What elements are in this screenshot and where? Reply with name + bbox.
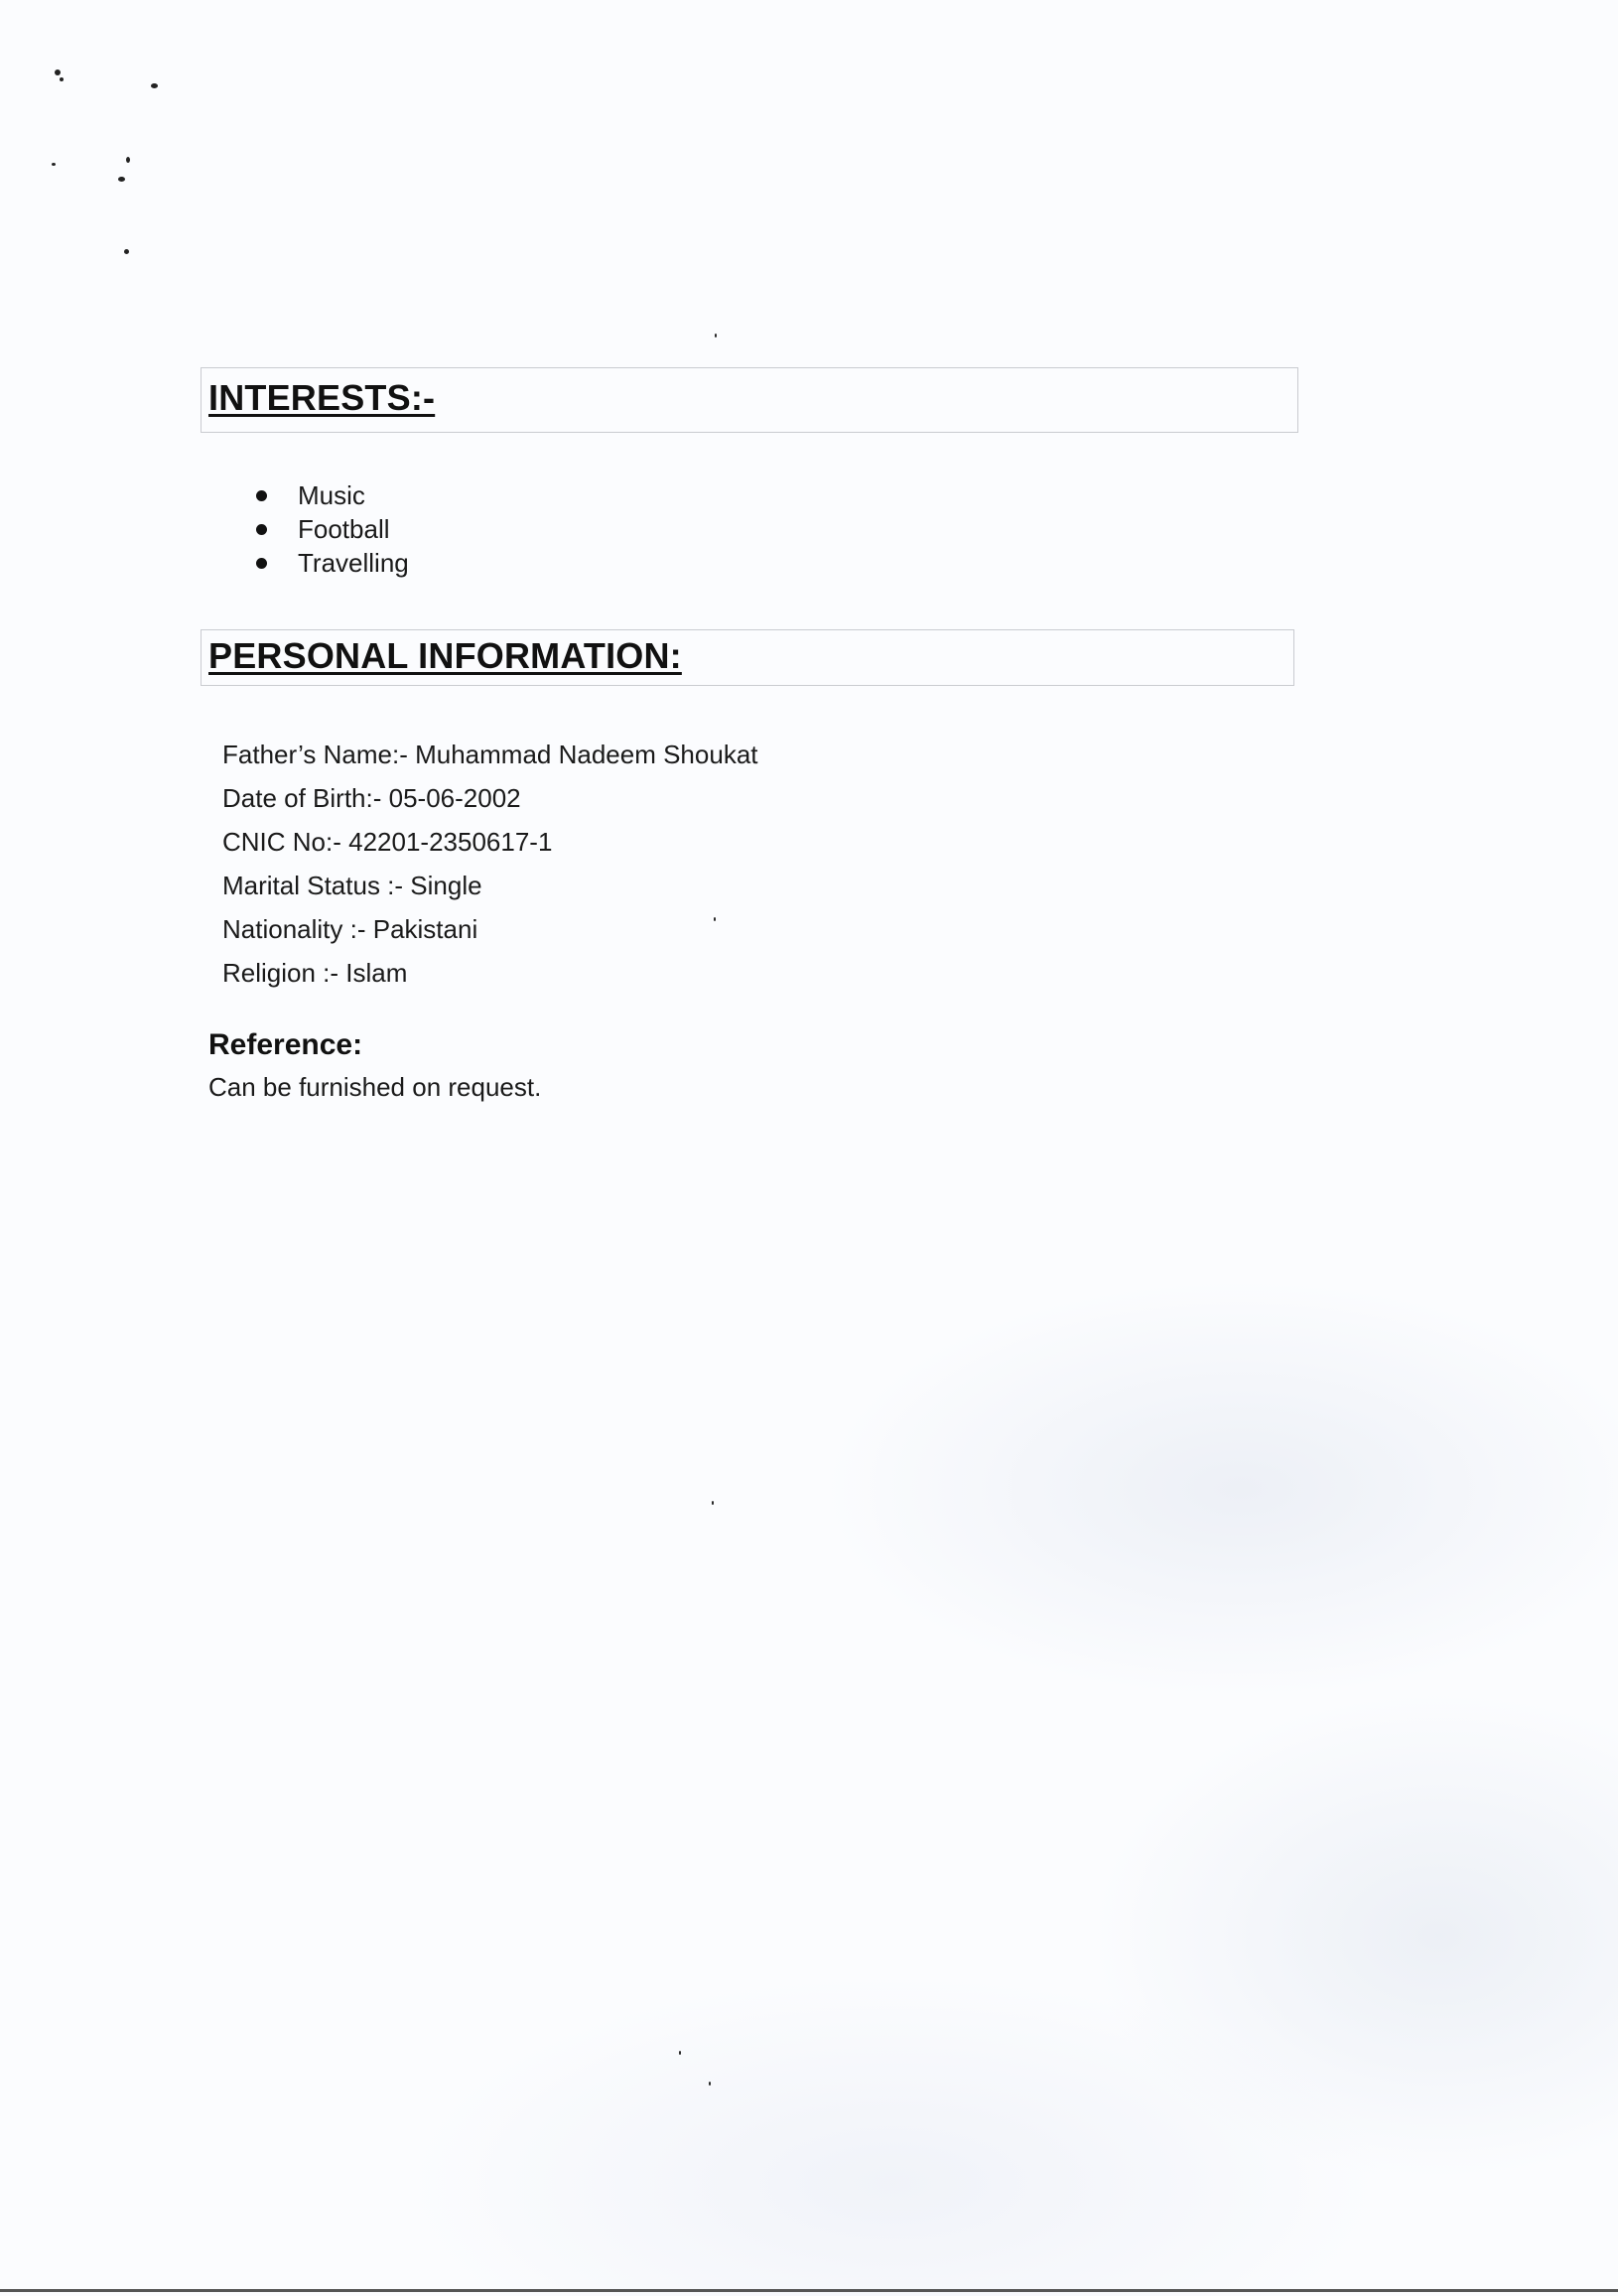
- bullet-icon: [256, 558, 267, 569]
- scan-speck: [118, 177, 125, 182]
- reference-heading: Reference:: [208, 1028, 363, 1061]
- nationality: Nationality :- Pakistani: [222, 914, 478, 944]
- fathers-name: Father’s Name:- Muhammad Nadeem Shoukat: [222, 740, 758, 769]
- scan-speck: [679, 2051, 681, 2055]
- list-item: [256, 512, 409, 546]
- scan-speck: [126, 157, 130, 163]
- scan-speck: [709, 2082, 711, 2086]
- scan-speck: [60, 77, 64, 81]
- cnic-number: CNIC No:- 42201-2350617-1: [222, 827, 553, 857]
- scan-speck: [715, 334, 717, 338]
- bullet-icon: [256, 524, 267, 535]
- list-item: [256, 546, 409, 580]
- interests-list: [256, 478, 409, 580]
- scan-speck: [55, 69, 61, 75]
- interest-label: Music: [298, 480, 365, 510]
- scan-speck: [124, 249, 129, 254]
- scan-speck: [712, 1501, 714, 1505]
- marital-status: Marital Status :- Single: [222, 871, 482, 900]
- date-of-birth: Date of Birth:- 05-06-2002: [222, 783, 521, 813]
- list-item: [256, 478, 409, 512]
- religion: Religion :- Islam: [222, 958, 408, 988]
- page-bottom-edge: [0, 2289, 1618, 2292]
- reference-text: Can be furnished on request.: [208, 1072, 542, 1102]
- scan-speck: [151, 83, 158, 88]
- bullet-icon: [256, 490, 267, 501]
- scan-speck: [52, 163, 56, 166]
- interest-label: Football: [298, 514, 390, 544]
- interests-heading: INTERESTS:-: [208, 377, 436, 418]
- interest-label: Travelling: [298, 548, 409, 578]
- personal-info-heading: PERSONAL INFORMATION:: [208, 635, 682, 676]
- personal-info-list: [222, 733, 758, 995]
